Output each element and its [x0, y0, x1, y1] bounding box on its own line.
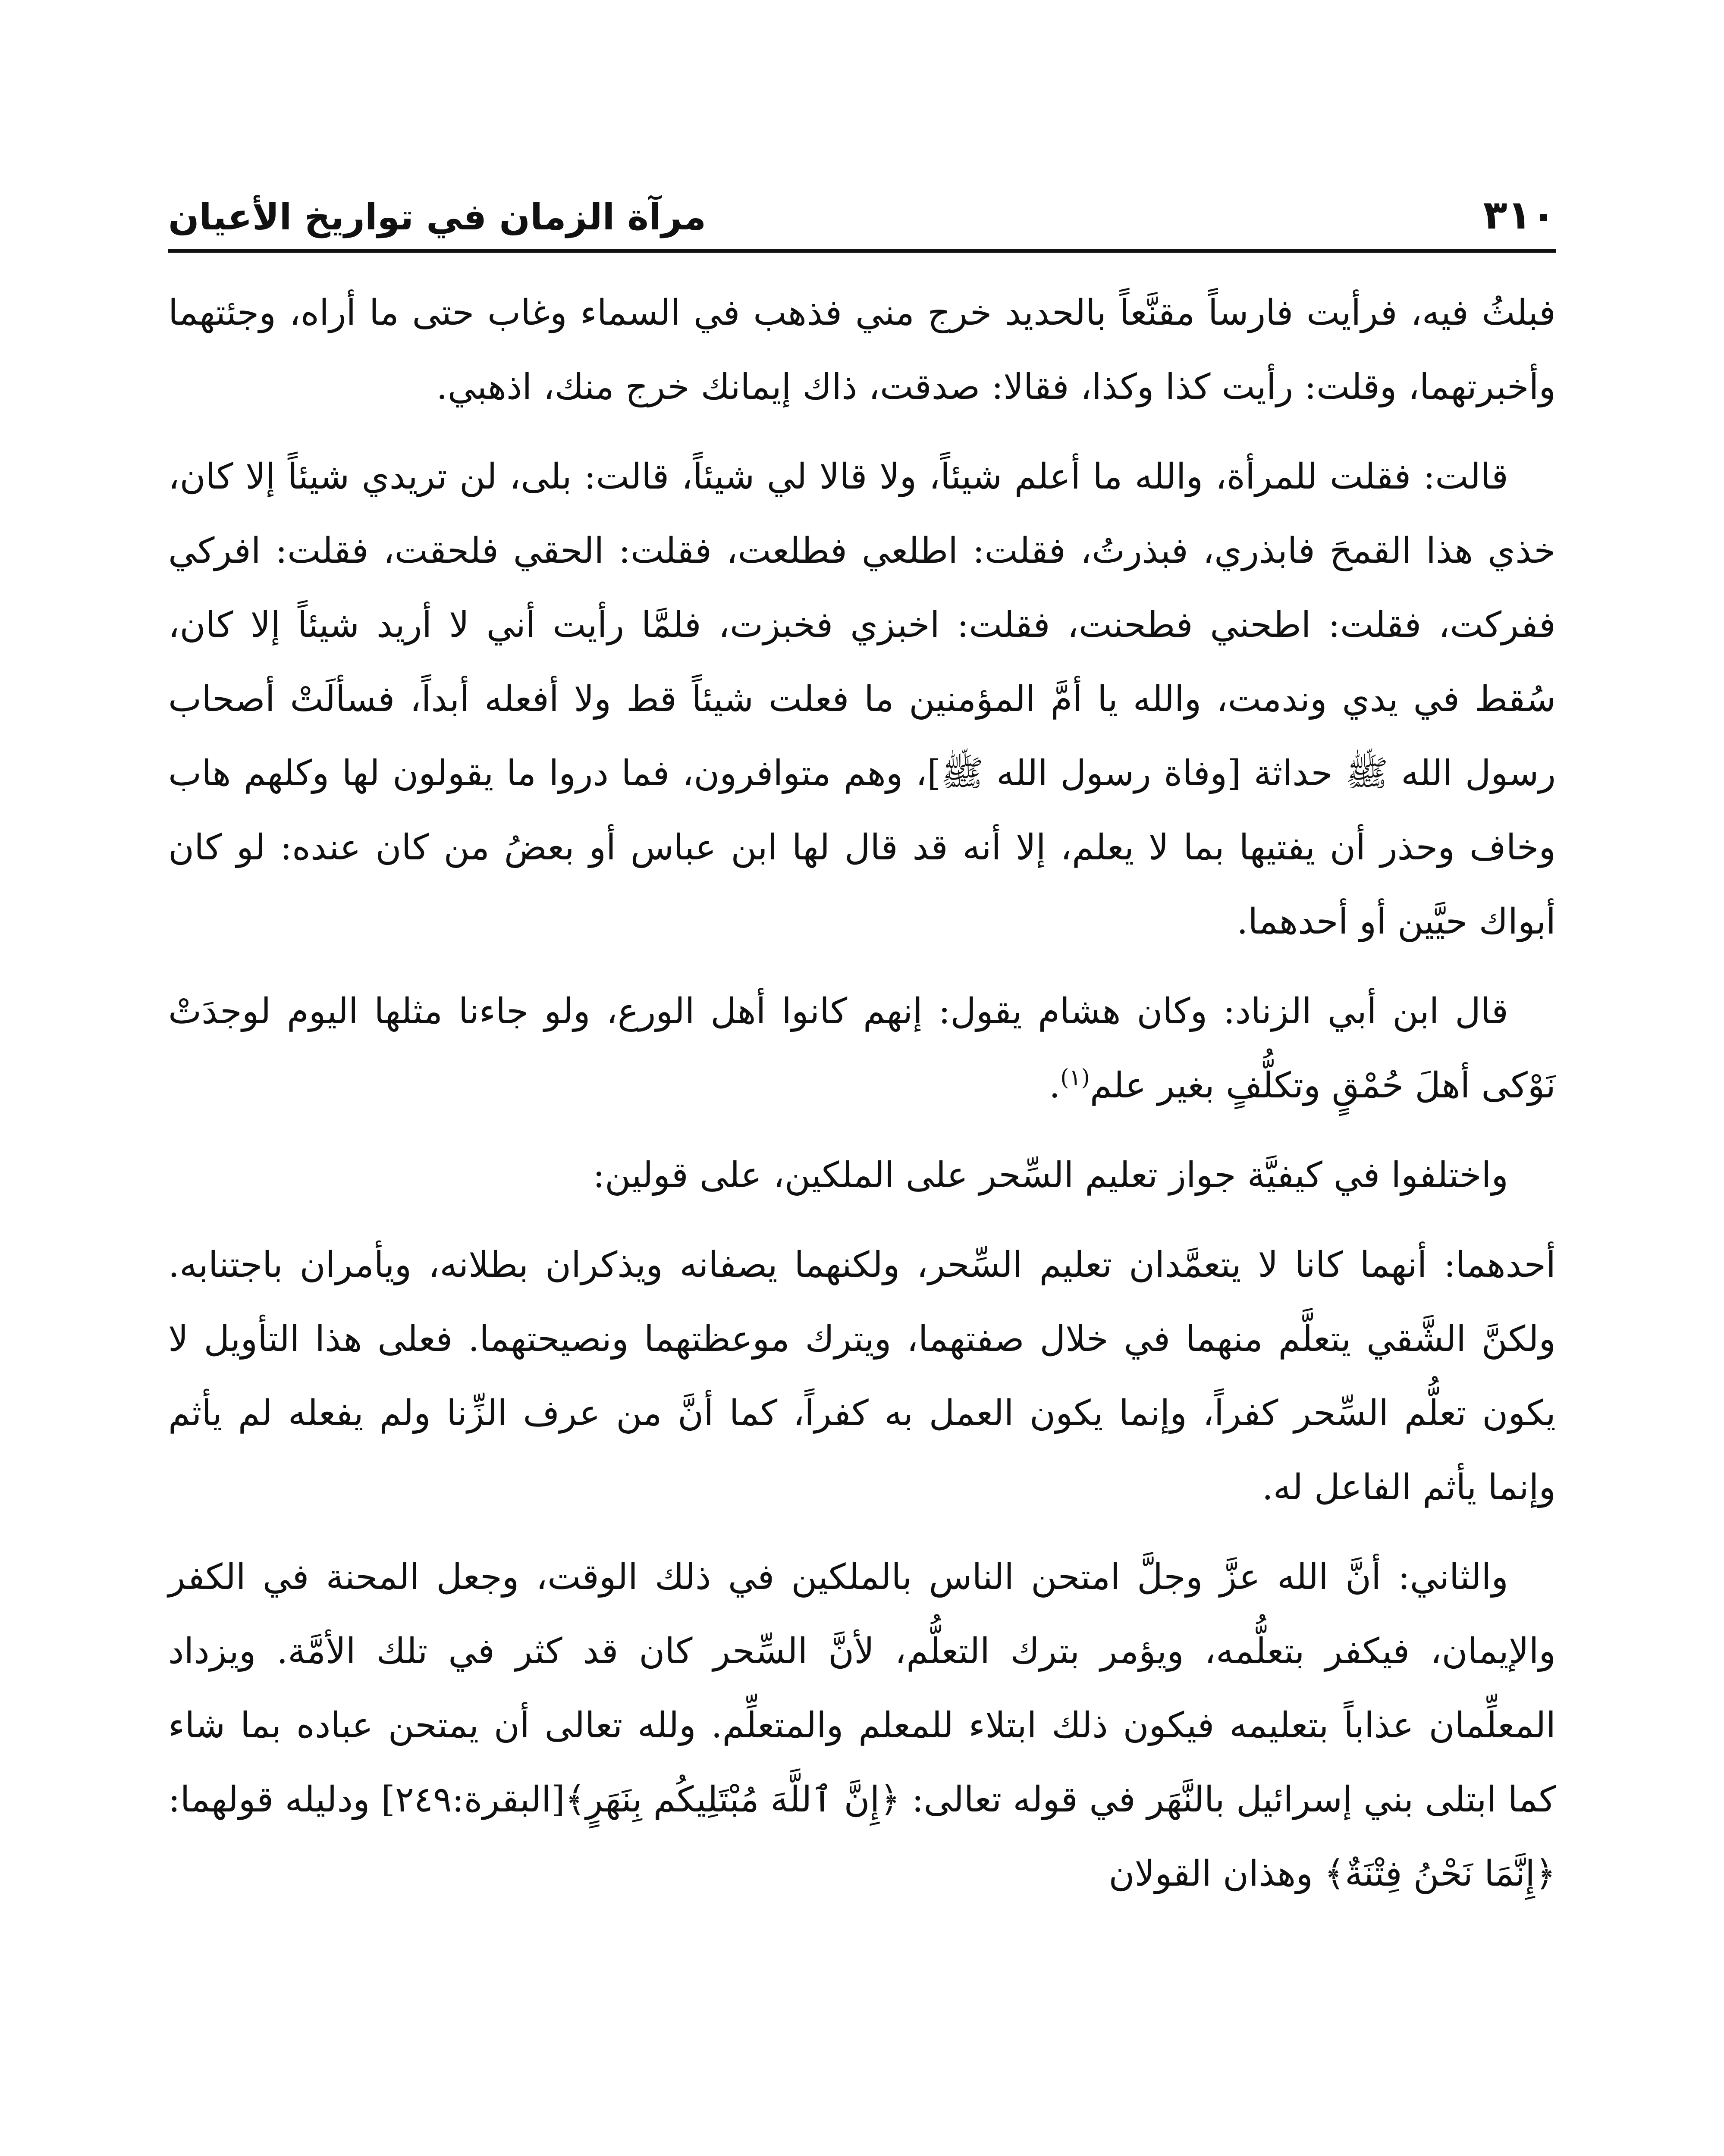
paragraph-6: والثاني: أنَّ الله عزَّ وجلَّ امتحن الناس بالملكين في ذلك الوقت، وجعل المحنة في الكفر والإيمان، فيكفر بتعلُّمه، ويؤمر بترك التعلُّم، لأنَّ السِّحر كان قد كثر في تلك الأمَّة. ويزداد المعلِّمان عذاباً بتعليمه فيكون ذلك ابتلاء للمعلم والمتعلِّم. ولله تعالى أن يمتحن عباده بما شاء كما ابتلى بني إسرائيل بالنَّهَر في قوله تعالى: ﴿إِنَّ ٱللَّهَ مُبْتَلِيكُم بِنَهَرٍ﴾[البقرة:٢٤٩] ودليله قولهما: ﴿إِنَّمَا نَحْنُ فِتْنَةٌ﴾ وهذان القولان	[168, 1557, 1556, 1894]
book-title: مرآة الزمان في تواريخ الأعيان	[168, 196, 707, 238]
paragraph-2: قالت: فقلت للمرأة، والله ما أعلم شيئاً، ولا قالا لي شيئاً، قالت: بلى، لن تريدي شيئاً إلا كان، خذي هذا القمحَ فابذري، فبذرتُ، فقلت: اطلعي فطلعت، فقلت: الحقي فلحقت، فقلت: افركي ففركت، فقلت: اطحني فطحنت، فقلت: اخبزي فخبزت، فلمَّا رأيت أني لا أريد شيئاً إلا كان، سُقط في يدي وندمت، والله يا أمَّ المؤمنين ما فعلت شيئاً قط ولا أفعله أبداً، فسألَتْ أصحاب رسول الله ﷺ حداثة [وفاة رسول الله ﷺ]، وهم متوافرون، فما دروا ما يقولون لها وكلهم هاب وخاف وحذر أن يفتيها بما لا يعلم، إلا أنه قد قال لها ابن عباس أو بعضُ من كان عنده: لو كان أبواك حيَّين أو أحدهما.	[168, 456, 1556, 942]
running-header	[168, 170, 1556, 238]
paragraph-3-text: قال ابن أبي الزناد: وكان هشام يقول: إنهم كانوا أهل الورع، ولو جاءنا مثلها اليوم لوجدَتْ نَوْكى أهلَ حُمْقٍ وتكلُّفٍ بغير علم	[168, 991, 1556, 1106]
paragraph-3-end: .	[1049, 1065, 1061, 1106]
page-number: ٣١٠	[1483, 192, 1556, 238]
body-text	[168, 276, 1556, 1927]
paragraph-1: فبلثُ فيه، فرأيت فارساً مقنَّعاً بالحديد خرج مني فذهب في السماء وغاب حتى ما أراه، وجئتهما وأخبرتهما، وقلت: رأيت كذا وكذا، فقالا: صدقت، ذاك إيمانك خرج منك، اذهبي.	[168, 292, 1556, 407]
paragraph-4: واختلفوا في كيفيَّة جواز تعليم السِّحر على الملكين، على قولين:	[593, 1155, 1508, 1196]
paragraph-5: أحدهما: أنهما كانا لا يتعمَّدان تعليم السِّحر، ولكنهما يصفانه ويذكران بطلانه، ويأمران باجتنابه. ولكنَّ الشَّقي يتعلَّم منهما في خلال صفتهما، ويترك موعظتهما ونصيحتهما. فعلى هذا التأويل لا يكون تعلُّم السِّحر كفراً، وإنما يكون العمل به كفراً، كما أنَّ من عرف الزِّنا ولم يفعله لم يأثم وإنما يأثم الفاعل له.	[168, 1244, 1556, 1508]
header-rule	[168, 249, 1556, 253]
paragraph-3	[168, 975, 1556, 1123]
footnote-reference[interactable]: (١)	[1060, 1065, 1090, 1091]
